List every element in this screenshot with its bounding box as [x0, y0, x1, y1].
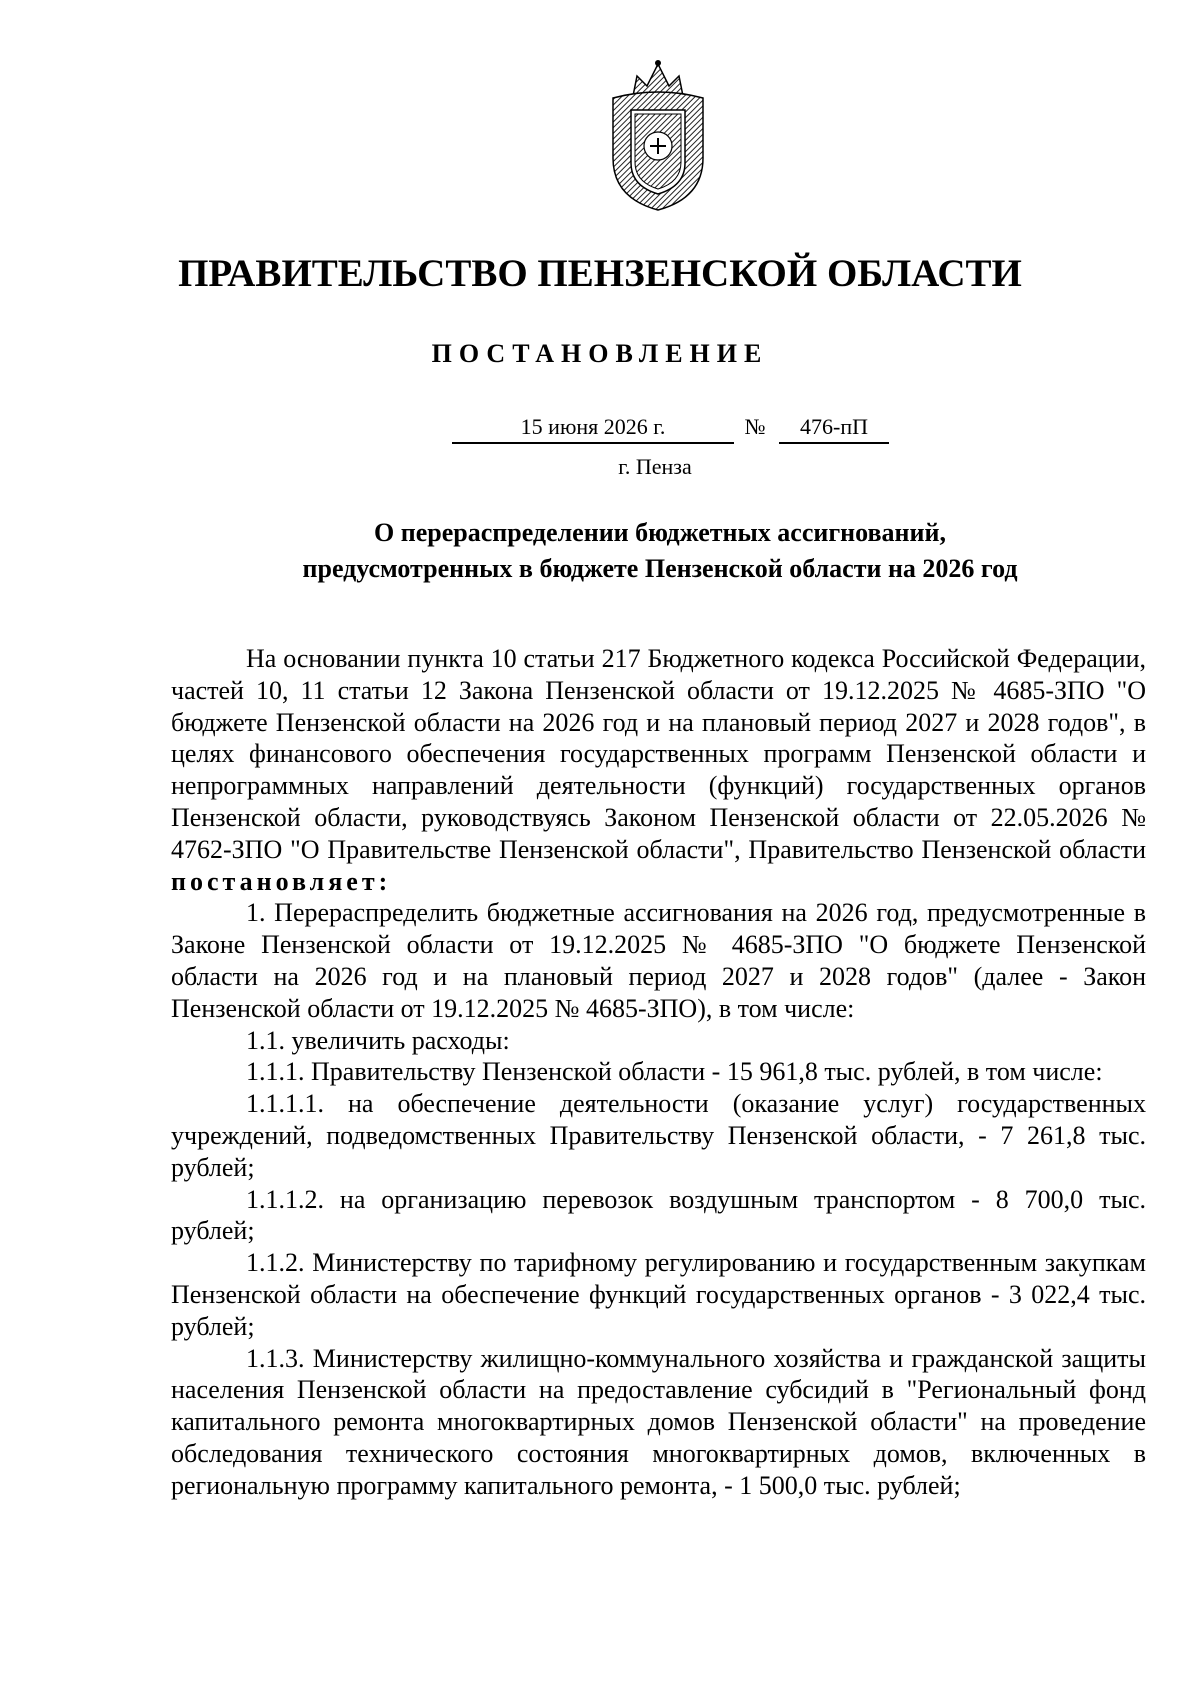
paragraph-1: 1. Перераспределить бюджетные ассигнования на 2026 год, предусмотренные в Законе Пензенской области от 19.12.2025 № 4685-ЗПО "О бюджете Пензенской области на 2026 год и на плановый период 2027 и 2028 годов" (далее - Закон Пензенской области от 19.12.2025 № 4685-ЗПО), в том числе:: [171, 898, 1146, 1023]
government-title: ПРАВИТЕЛЬСТВО ПЕНЗЕНСКОЙ ОБЛАСТИ: [178, 252, 1022, 295]
subject-line-2: предусмотренных в бюджете Пензенской области на 2026 год: [302, 554, 1018, 583]
city: г. Пенза: [618, 454, 692, 479]
coat-of-arms-icon: [603, 58, 713, 213]
decree-word: постановляет:: [171, 866, 392, 896]
document-subject: [0, 515, 1200, 587]
paragraph-1-1-1-1: 1.1.1.1. на обеспечение деятельности (оказание услуг) государственных учреждений, подведомственных Правительству Пензенской области, - 7 261,8 тыс. рублей;: [171, 1089, 1146, 1182]
document-date: 15 июня 2026 г.: [452, 412, 734, 444]
paragraph-1-1-1: 1.1.1. Правительству Пензенской области - 15 961,8 тыс. рублей, в том числе:: [246, 1057, 1103, 1087]
document-type: ПОСТАНОВЛЕНИЕ: [431, 339, 769, 368]
document-body: [171, 643, 1146, 1502]
intro-text: На основании пункта 10 статьи 217 Бюджетного кодекса Российской Федерации, частей 10, 11 статьи 12 Закона Пензенской области от 19.12.2025 № 4685-ЗПО "О бюджете Пензенской области на 2026 год и на плановый период 2027 и 2028 годов", в целях финансового обеспечения государственных программ Пензенской области и непрограммных направлений деятельности (функций) государственных органов Пензенской области, руководствуясь Законом Пензенской области от 22.05.2026 № 4762-ЗПО "О Правительстве Пензенской области", Правительство Пензенской области: [171, 644, 1146, 864]
paragraph-1-1-3: 1.1.3. Министерству жилищно-коммунального хозяйства и гражданской защиты населения Пензенской области на предоставление субсидий в "Региональный фонд капитального ремонта многоквартирных домов Пензенской области" на проведение обследования технического состояния многоквартирных домов, включенных в региональную программу капитального ремонта, - 1 500,0 тыс. рублей;: [171, 1343, 1146, 1500]
paragraph-1-1-2: 1.1.2. Министерству по тарифному регулированию и государственным закупкам Пензенской области на обеспечение функций государственных органов - 3 022,4 тыс. рублей;: [171, 1248, 1146, 1341]
intro-paragraph: [171, 643, 1146, 897]
paragraph-1-1-1-2: 1.1.1.2. на организацию перевозок воздушным транспортом - 8 700,0 тыс. рублей;: [171, 1184, 1146, 1246]
document-number: 476-пП: [779, 412, 889, 444]
subject-line-1: О перераспределении бюджетных ассигнований,: [374, 518, 946, 547]
paragraph-1-1: 1.1. увеличить расходы:: [246, 1025, 510, 1055]
number-sign: №: [744, 414, 766, 439]
